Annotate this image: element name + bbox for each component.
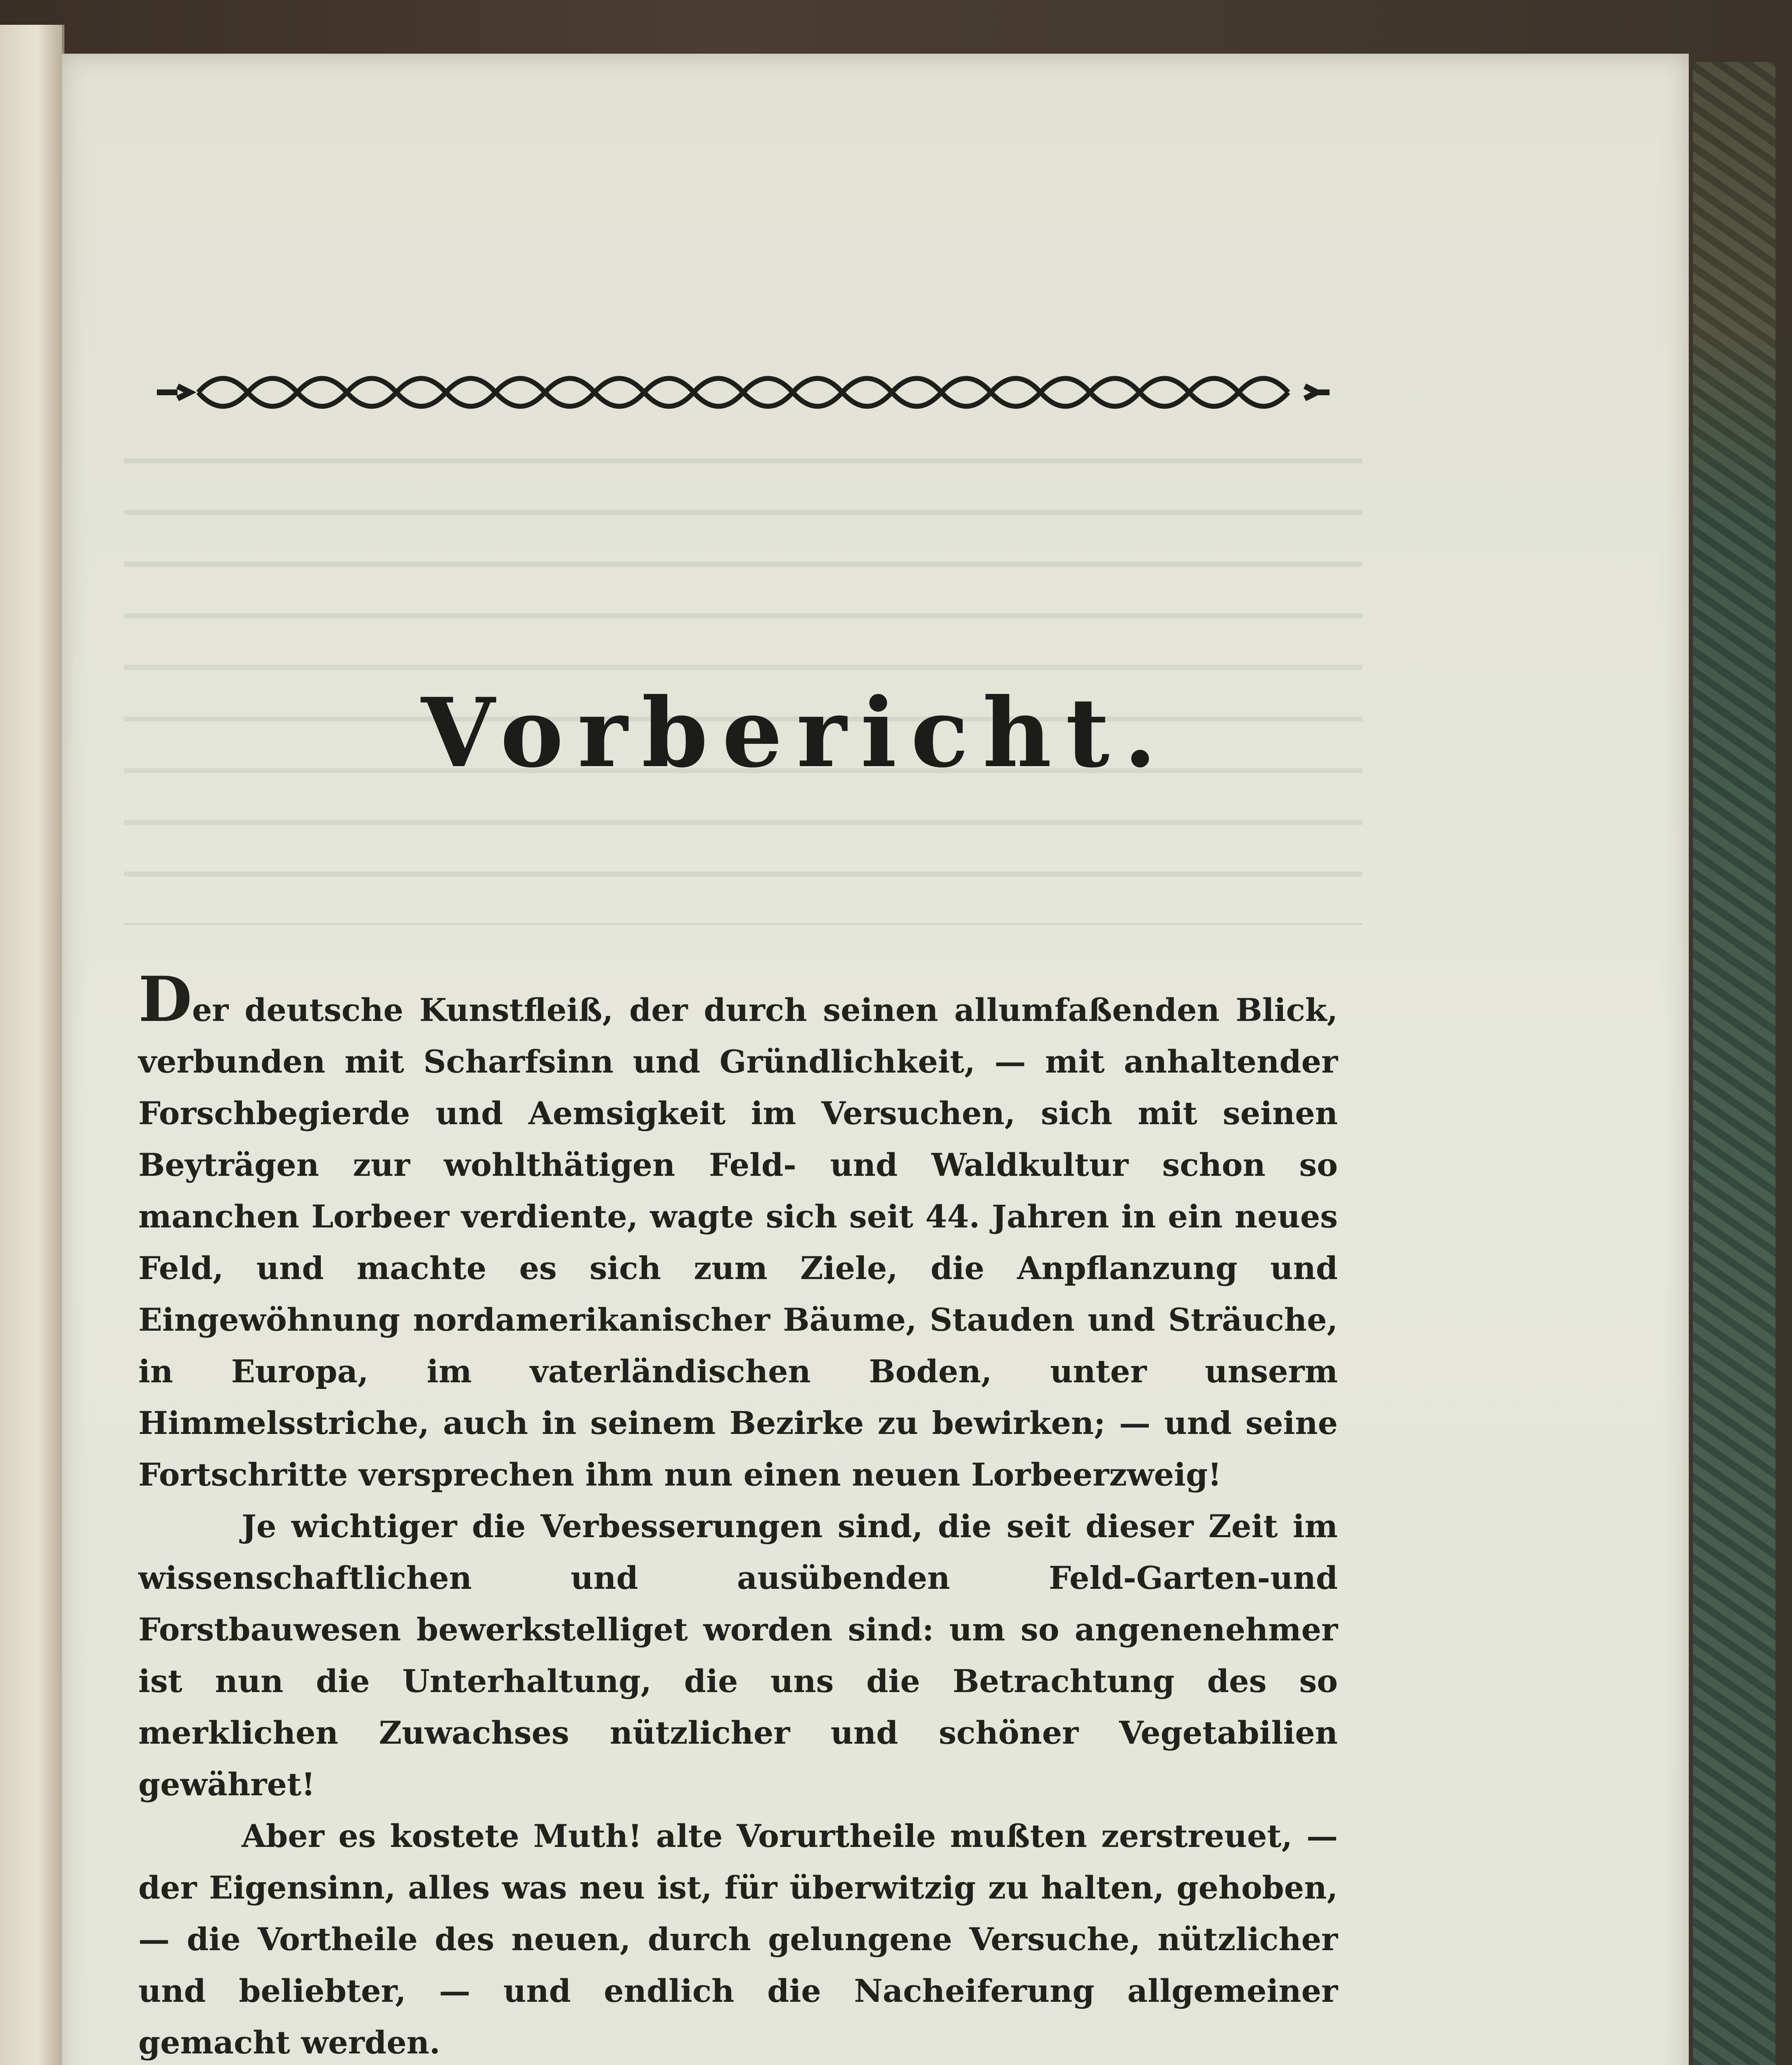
drop-cap: D [138,963,192,1036]
paragraph-3: Aber es kostete Muth! alte Vorurtheile mußten zerstreuet, — der Eigensinn, alles was neu ist, für überwitzig zu halten, gehoben, — die Vortheile des neuen, durch gelungene Versuche, nützlicher und beliebter, — und endlich die Nacheiferung allgemeiner gemacht werden. [138,1818,1338,2061]
paragraph-2: Je wichtiger die Verbesserungen sind, die seit dieser Zeit im wissenschaftlichen und ausübenden Feld-Garten-und Forstbauwesen bewerkstelliget worden sind: um so angenenehmer ist nun die Unterhaltung, die uns die Betrachtung des so merklichen Zuwachses nützlicher und schöner Vegetabilien gewähret! [138,1508,1338,1803]
page-title: Vorbericht. [421,677,1171,789]
paragraph-1-text: er deutsche Kunstfleiß, der durch seinen allumfaßenden Blick, verbunden mit Scharfsinn und Gründlichkeit, — mit anhaltender Forschbegierde und Aemsigkeit im Versuchen, sich mit seinen Beyträgen zur wohlthätigen Feld- und Waldkultur schon so manchen Lorbeer verdiente, wagte sich seit 44. Jahren in ein neues Feld, und machte es sich zum Ziele, die Anpflanzung und Eingewöhnung nordamerikanischer Bäume, Stauden und Sträuche, in Europa, im vaterländischen Boden, unter unserm Himmelsstriche, auch in seinem Bezirke zu bewirken; — und seine Fortschritte versprechen ihm nun einen neuen Lorbeerzweig! [138,992,1338,1493]
book-cover-edge [1693,62,1775,2065]
preface-body [138,963,1338,2065]
ornamental-rule [153,370,1334,415]
facing-page-edge [0,25,64,2065]
paragraph-1 [138,963,1338,1500]
